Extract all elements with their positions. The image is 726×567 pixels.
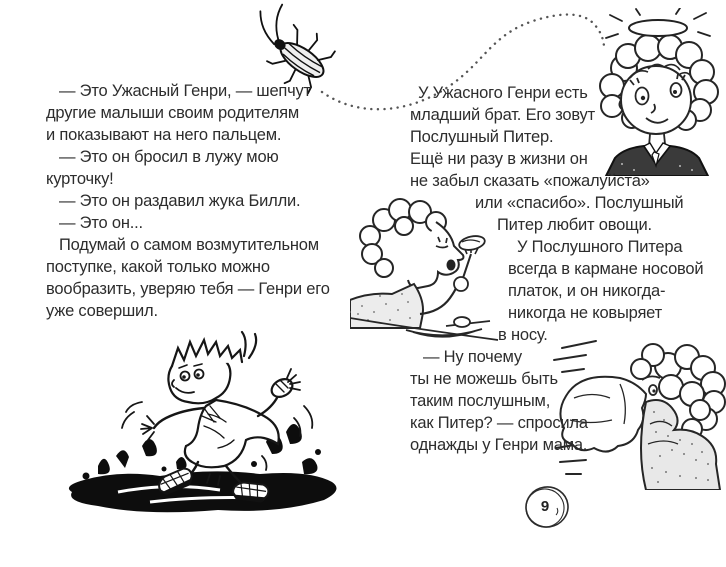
- text-line: курточку!: [46, 170, 114, 188]
- right-page-text: [410, 82, 703, 456]
- text-line: Подумай о самом возмутительном: [59, 236, 319, 254]
- page-number-text: 9: [540, 498, 550, 515]
- halo-icon: [606, 8, 710, 38]
- text-line: Питер любит овощи.: [497, 216, 652, 234]
- text-line: ты не можешь быть: [410, 370, 558, 388]
- text-line: платок, и он никогда-: [508, 282, 666, 300]
- text-line: уже совершил.: [46, 302, 158, 320]
- text-line: однажды у Генри мама.: [410, 436, 588, 454]
- text-line: — Ну почему: [423, 348, 522, 366]
- text-line: — Это Ужасный Генри, — шепчут: [59, 82, 311, 100]
- text-line: младший брат. Его зовут: [410, 106, 595, 124]
- boy-in-puddle-icon: [58, 314, 350, 534]
- text-line: или «спасибо». Послушный: [475, 194, 684, 212]
- text-line: — Это он...: [59, 214, 143, 232]
- text-line: и показывают на него пальцем.: [46, 126, 282, 144]
- text-line: Послушный Питер.: [410, 128, 554, 146]
- text-line: Ещё ни разу в жизни он: [410, 150, 588, 168]
- left-page-text: [46, 80, 330, 322]
- text-line: поступке, какой только можно: [46, 258, 270, 276]
- text-line: вообразить, уверяю тебя — Генри его: [46, 280, 330, 298]
- text-line: — Это он бросил в лужу мою: [59, 148, 279, 166]
- text-line: У Послушного Питера: [517, 238, 683, 256]
- text-line: как Питер? — спросила: [410, 414, 588, 432]
- text-line: таким послушным,: [410, 392, 551, 410]
- text-line: не забыл сказать «пожалуйста»: [410, 172, 650, 190]
- text-line: У Ужасного Генри есть: [418, 84, 588, 102]
- text-line: в носу.: [498, 326, 548, 344]
- text-line: — Это он раздавил жука Билли.: [59, 192, 301, 210]
- henry-figure: [141, 332, 300, 482]
- text-line: никогда не ковыряет: [508, 304, 662, 322]
- text-line: другие малыши своим родителям: [46, 104, 300, 122]
- text-line: всегда в кармане носовой: [508, 260, 704, 278]
- page-number: [520, 481, 572, 533]
